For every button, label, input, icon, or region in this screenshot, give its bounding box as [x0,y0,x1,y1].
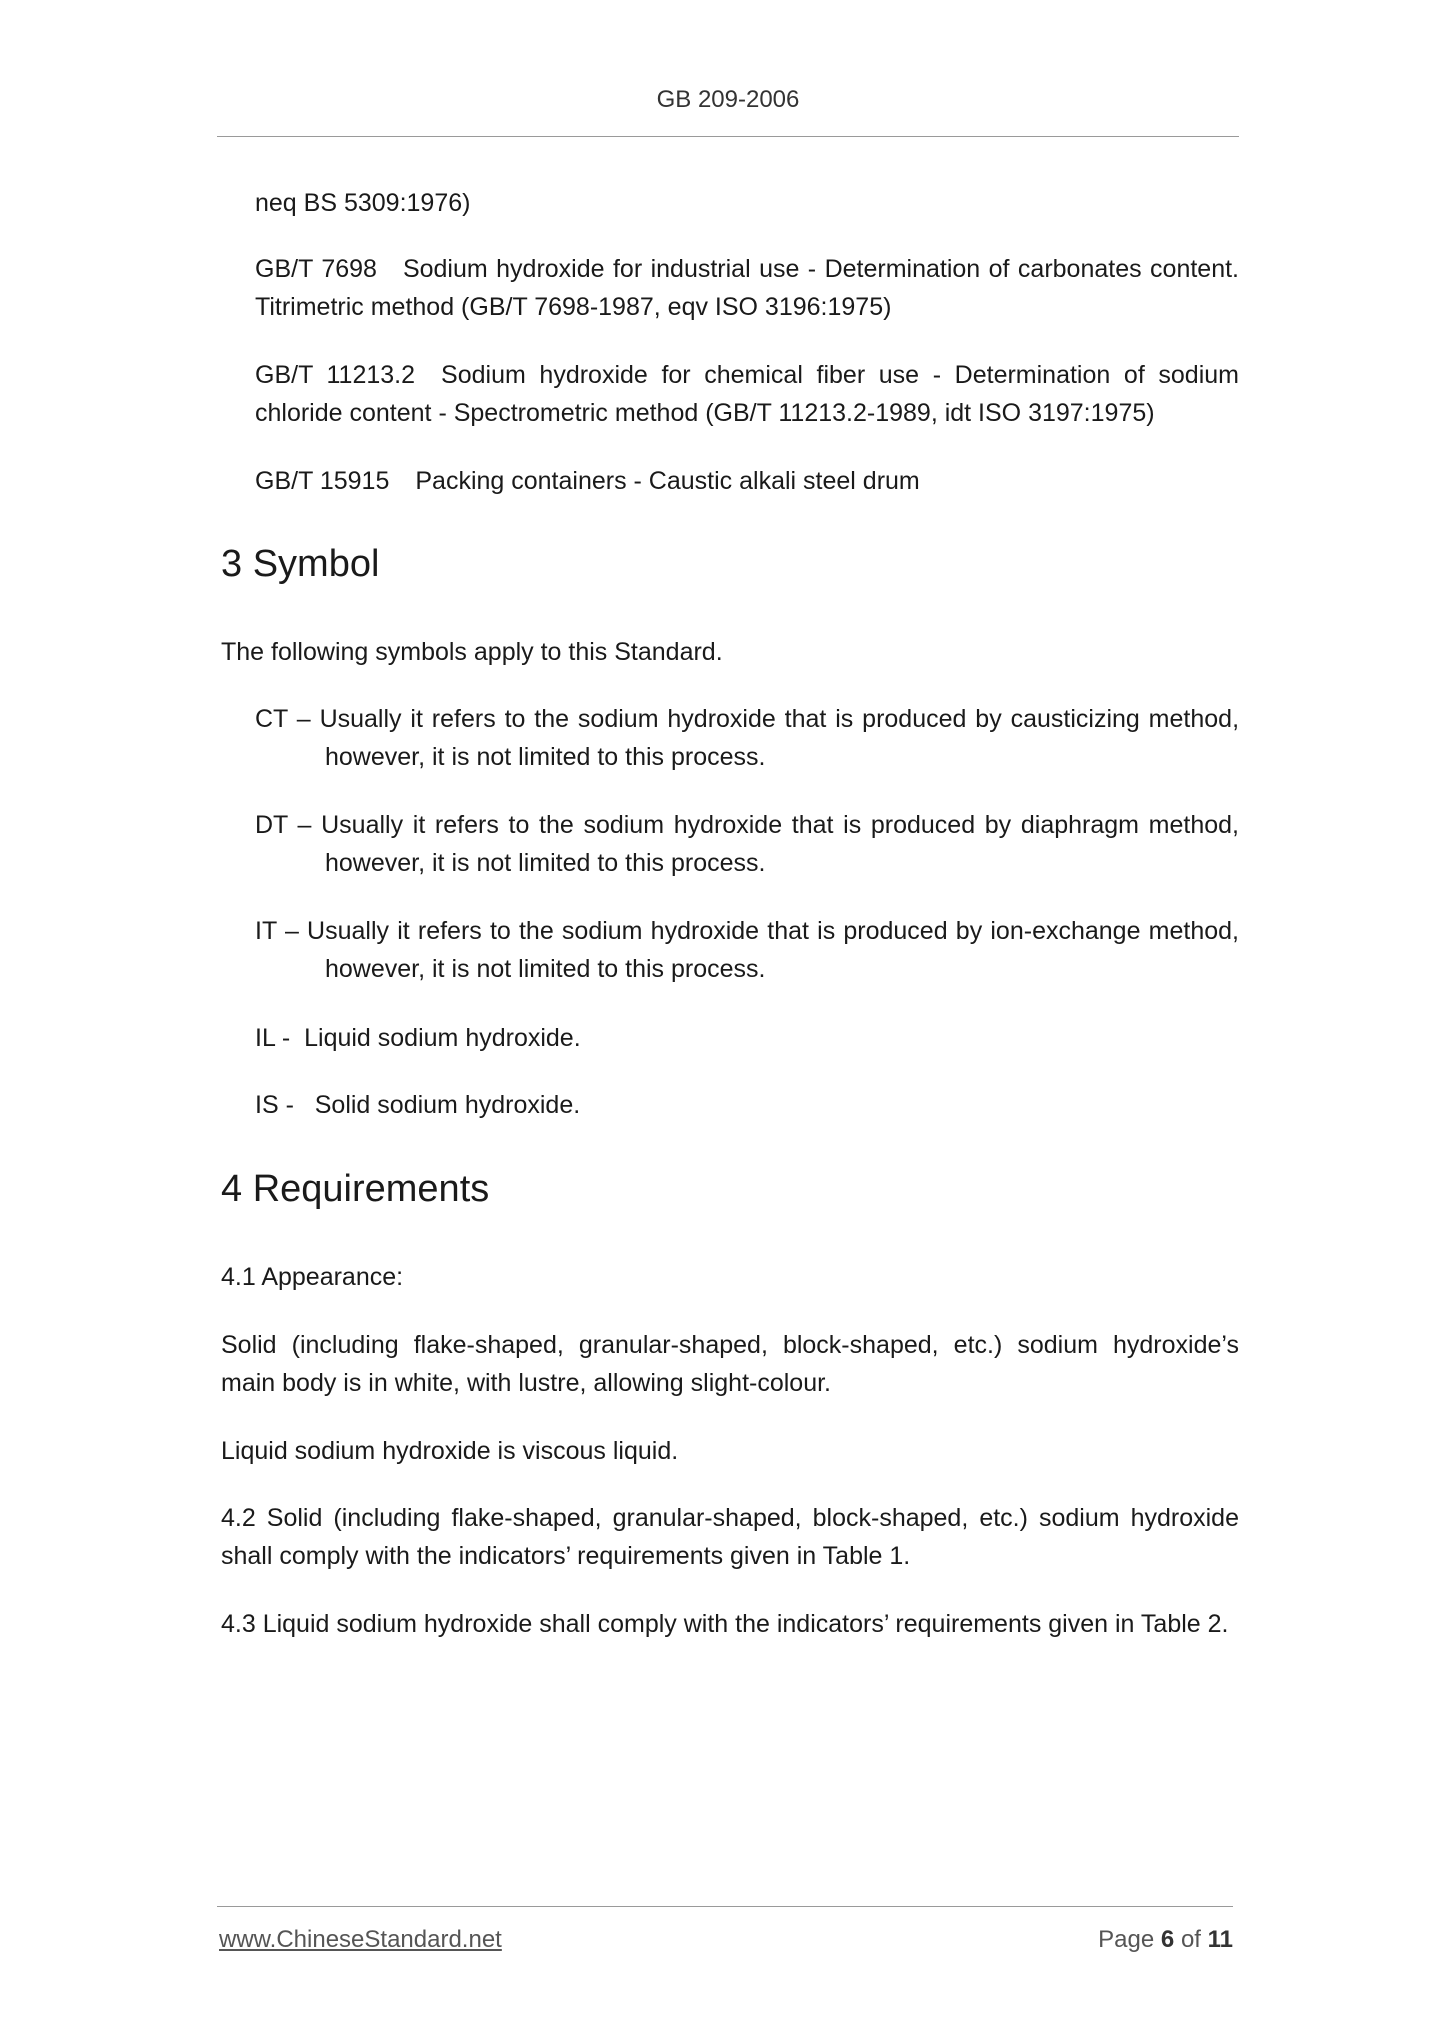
symbol-desc: Solid sodium hydroxide. [314,1091,581,1119]
website-link[interactable]: www.ChineseStandard.net [219,1926,502,1953]
symbol-desc: Usually it refers to the sodium hydroxide that is produced by ion-exchange method, however, it is not limited to this process. [307,917,1239,983]
ref-continuation: neq BS 5309:1976) [255,189,471,217]
symbol-il: IL - Liquid sodium hydroxide. [255,1024,581,1052]
symbol-dt: DT – Usually it refers to the sodium hydroxide that is produced by diaphragm method, however, it is not limited to this process. [255,811,1239,877]
symbol-code: IT [255,917,277,945]
symbol-it: IT – Usually it refers to the sodium hydroxide that is produced by ion-exchange method, however, it is not limited to this process. [255,917,1239,983]
symbol-code: DT [255,811,288,839]
clause-4-1-liquid: Liquid sodium hydroxide is viscous liquid. [221,1437,679,1465]
ref-gbt-11213-2 [221,356,1239,432]
footer-rule [217,1906,1233,1907]
section-4-heading: 4 Requirements [221,1168,490,1210]
clause-4-3: 4.3 Liquid sodium hydroxide shall comply with the indicators’ requirements given in Table 2. [221,1610,1229,1638]
symbol-code: IL [255,1024,275,1052]
ref-title: Sodium hydroxide for industrial use - Determination of carbonates content. Titrimetric method (GB/T 7698-1987, eqv ISO 3196:1975) [255,255,1239,321]
symbol-desc: Usually it refers to the sodium hydroxide that is produced by causticizing method, however, it is not limited to this process. [319,705,1240,771]
ref-gbt-7698 [221,250,1239,326]
symbol-ct: CT – Usually it refers to the sodium hydroxide that is produced by causticizing method, however, it is not limited to this process. [255,705,1240,771]
running-header: GB 209-2006 [656,86,800,113]
clause-4-1-solid: Solid (including flake-shaped, granular-shaped, block-shaped, etc.) sodium hydroxide’s main body is in white, with lustre, allowing slight-colour. [221,1331,1239,1397]
symbol-is: IS - Solid sodium hydroxide. [255,1091,581,1119]
section-3-intro: The following symbols apply to this Standard. [221,638,723,666]
ref-gbt-15915 [221,462,1239,500]
ref-title: Sodium hydroxide for chemical fiber use - Determination of sodium chloride content - Spectrometric method (GB/T 11213.2-1989, idt ISO 3197:1975) [255,361,1239,427]
page-indicator: Page 6 of 11 [1098,1926,1233,1953]
page-current: 6 [1160,1926,1175,1953]
header-rule [217,136,1239,137]
page-footer [219,1926,1233,1954]
ref-code: GB/T 7698 [255,255,377,283]
symbol-code: IS [255,1091,279,1119]
section-3-heading: 3 Symbol [221,543,380,585]
symbol-desc: Usually it refers to the sodium hydroxide that is produced by diaphragm method, however, it is not limited to this process. [321,811,1239,877]
clause-4-2: 4.2 Solid (including flake-shaped, granular-shaped, block-shaped, etc.) sodium hydroxide shall comply with the indicators’ requirements given in Table 1. [221,1504,1239,1570]
page-total: 11 [1207,1926,1233,1953]
symbol-desc: Liquid sodium hydroxide. [304,1024,581,1052]
ref-code: GB/T 11213.2 [255,361,416,389]
symbol-code: CT [255,705,288,733]
ref-code: GB/T 15915 [255,467,390,495]
clause-4-1-title: 4.1 Appearance: [221,1263,404,1291]
ref-title: Packing containers - Caustic alkali steel drum [415,467,920,495]
